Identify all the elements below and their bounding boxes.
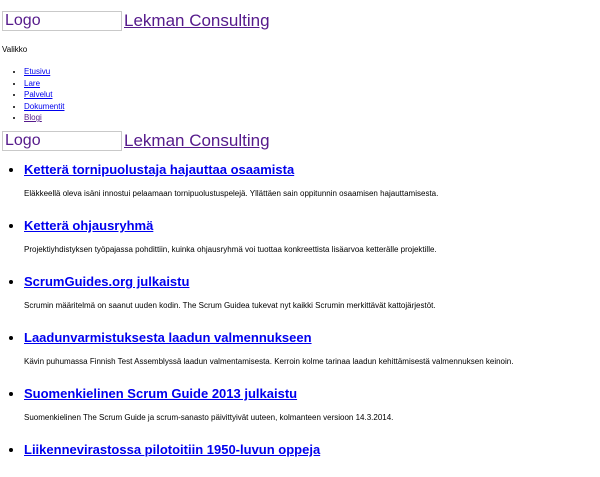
post-title-link[interactable]: Laadunvarmistuksesta laadun valmennukseen: [24, 330, 312, 345]
site-header-top: [2, 9, 270, 33]
post-title-link[interactable]: ScrumGuides.org julkaistu: [24, 274, 190, 289]
nav-item-lare: [24, 78, 64, 90]
nav-link-etusivu[interactable]: Etusivu: [24, 67, 51, 76]
post-title-link[interactable]: Suomenkielinen Scrum Guide 2013 julkaistu: [24, 386, 298, 401]
post-item: [24, 162, 594, 198]
post-list: [4, 162, 594, 477]
nav-link-palvelut[interactable]: Palvelut: [24, 90, 53, 99]
site-title-link[interactable]: Lekman Consulting: [124, 131, 270, 150]
nav-item-palvelut: [24, 89, 64, 101]
nav-item-etusivu: [24, 66, 64, 78]
post-item: [24, 330, 594, 366]
nav-link-lare[interactable]: Lare: [24, 78, 41, 88]
site-title-link[interactable]: Lekman Consulting: [124, 11, 270, 30]
post-title-link[interactable]: Ketterä tornipuolustaja hajauttaa osaamista: [24, 162, 295, 177]
post-excerpt: Eläkkeellä oleva isäni innostui pelaamaan tornipuolustuspelejä. Yllättäen sain oppitunnin osaamisen hajauttamisesta.: [24, 189, 439, 198]
nav-link-blogi[interactable]: Blogi: [24, 113, 42, 122]
post-title-link[interactable]: Ketterä ohjausryhmä: [24, 218, 154, 233]
post-title-link[interactable]: Liikennevirastossa pilotoitiin 1950-luvun oppeja: [24, 442, 321, 457]
post-excerpt: Projektiyhdistyksen työpajassa pohdittiin, kuinka ohjausryhmä voi tuottaa konkreettista lisäarvoa ketterälle projektille.: [24, 245, 437, 254]
post-excerpt: Scrumin määritelmä on saanut uuden kodin. The Scrum Guidea tukevat nyt kaikki Scrumin merkittävät kattojärjestöt.: [24, 301, 436, 310]
site-header-main: [2, 129, 270, 153]
post-excerpt: Suomenkielinen The Scrum Guide ja scrum-sanasto päivittyivät uuteen, kolmanteen versioon 14.3.2014.: [24, 413, 394, 422]
post-item: [24, 218, 594, 254]
main-nav: [4, 66, 64, 124]
post-item: [24, 386, 594, 422]
nav-item-dokumentit: [24, 101, 64, 113]
nav-link-dokumentit[interactable]: Dokumentit: [24, 101, 65, 111]
nav-item-blogi: [24, 112, 64, 124]
logo-link[interactable]: Logo: [2, 11, 122, 31]
menu-label: Valikko: [2, 45, 28, 54]
post-excerpt: Kävin puhumassa Finnish Test Assemblyssä laadun valmentamisesta. Kerroin kolme tarinaa laadun kehittämisestä valmennuksen keinoin.: [24, 357, 514, 366]
post-item: [24, 442, 594, 457]
logo-link[interactable]: Logo: [2, 131, 122, 151]
post-item: [24, 274, 594, 310]
